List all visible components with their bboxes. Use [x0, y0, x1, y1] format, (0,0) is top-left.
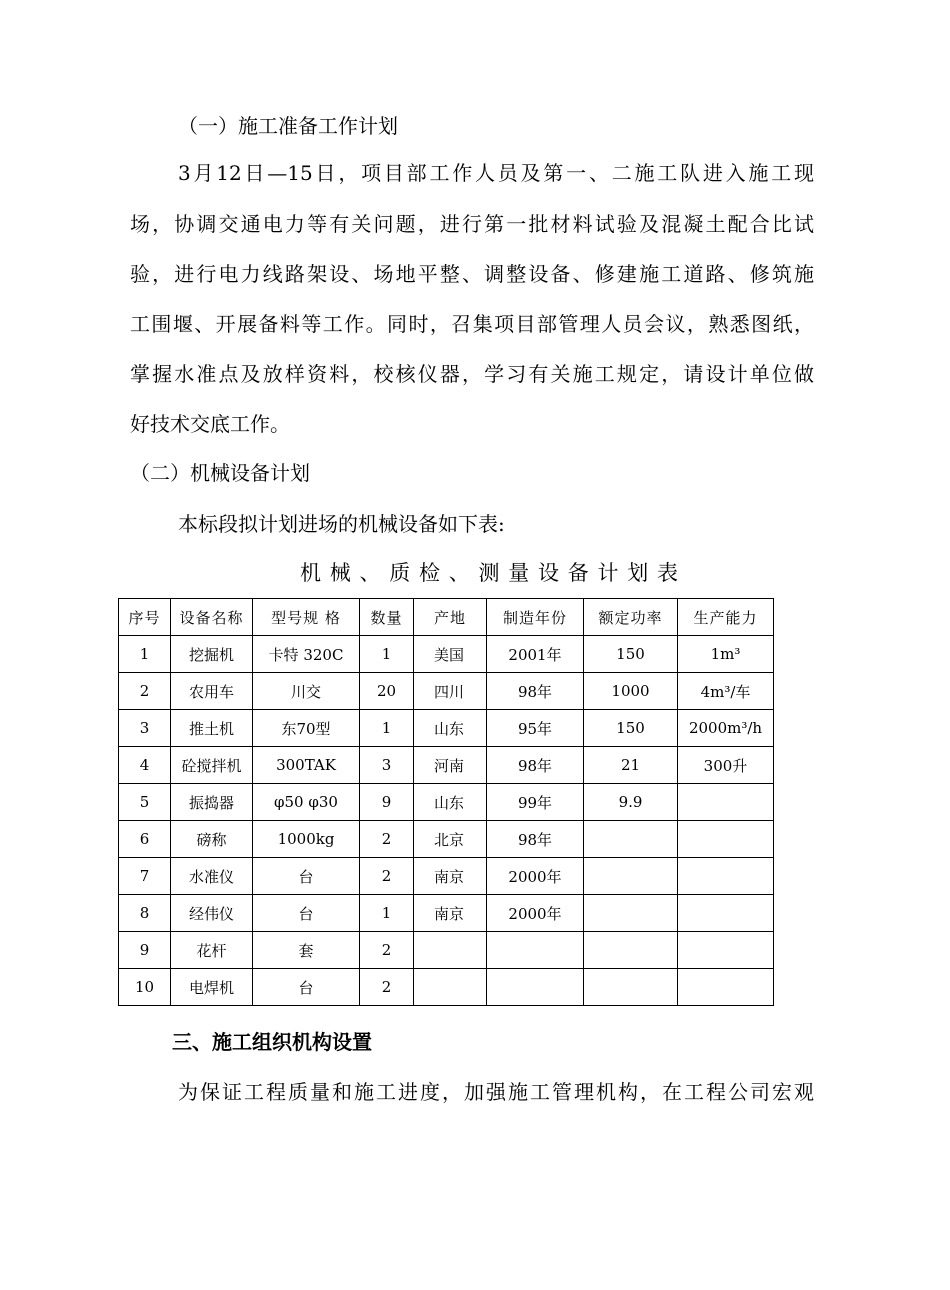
header-origin: 产地	[414, 599, 487, 636]
cell-origin: 美国	[414, 636, 487, 673]
cell-power: 1000	[584, 673, 678, 710]
paragraph-line: 场，协调交通电力等有关问题，进行第一批材料试验及混凝土配合比试	[130, 212, 814, 236]
table-header-row	[119, 599, 774, 636]
cell-power: 150	[584, 636, 678, 673]
cell-origin: 山东	[414, 710, 487, 747]
cell-quantity: 20	[360, 673, 414, 710]
cell-name: 水准仪	[171, 858, 253, 895]
cell-origin	[414, 932, 487, 969]
cell-index: 4	[119, 747, 171, 784]
cell-quantity: 2	[360, 858, 414, 895]
cell-index: 9	[119, 932, 171, 969]
cell-model: 套	[253, 932, 360, 969]
cell-year: 2000年	[487, 895, 584, 932]
cell-index: 5	[119, 784, 171, 821]
cell-capacity	[678, 821, 774, 858]
paragraph-line: 掌握水准点及放样资料，校核仪器，学习有关施工规定，请设计单位做	[130, 362, 814, 386]
header-year: 制造年份	[487, 599, 584, 636]
cell-capacity	[678, 895, 774, 932]
cell-index: 2	[119, 673, 171, 710]
cell-origin: 北京	[414, 821, 487, 858]
cell-name: 经伟仪	[171, 895, 253, 932]
cell-capacity	[678, 932, 774, 969]
header-power: 额定功率	[584, 599, 678, 636]
cell-model: 1000kg	[253, 821, 360, 858]
header-index: 序号	[119, 599, 171, 636]
cell-index: 3	[119, 710, 171, 747]
cell-index: 7	[119, 858, 171, 895]
cell-model: 东70型	[253, 710, 360, 747]
header-model: 型号规 格	[253, 599, 360, 636]
cell-index: 1	[119, 636, 171, 673]
cell-power: 150	[584, 710, 678, 747]
section-heading-preparation: （一）施工准备工作计划	[178, 114, 398, 138]
cell-model: 川交	[253, 673, 360, 710]
cell-name: 花杆	[171, 932, 253, 969]
section-heading-equipment: （二）机械设备计划	[130, 461, 310, 485]
cell-year: 95年	[487, 710, 584, 747]
cell-capacity	[678, 784, 774, 821]
cell-quantity: 2	[360, 932, 414, 969]
cell-power: 9.9	[584, 784, 678, 821]
cell-capacity: 4m³/车	[678, 673, 774, 710]
paragraph-line: 验，进行电力线路架设、场地平整、调整设备、修建施工道路、修筑施	[130, 262, 814, 286]
header-quantity: 数量	[360, 599, 414, 636]
paragraph-line: 3月12日—15日，项目部工作人员及第一、二施工队进入施工现	[178, 161, 814, 185]
table-row	[119, 969, 774, 1006]
cell-capacity: 1m³	[678, 636, 774, 673]
table-row	[119, 673, 774, 710]
cell-year: 98年	[487, 673, 584, 710]
cell-origin: 四川	[414, 673, 487, 710]
paragraph-line: 好技术交底工作。	[130, 412, 290, 436]
cell-quantity: 3	[360, 747, 414, 784]
equipment-table	[118, 598, 774, 1006]
cell-power	[584, 821, 678, 858]
table-row	[119, 747, 774, 784]
cell-capacity	[678, 858, 774, 895]
cell-power	[584, 858, 678, 895]
cell-year	[487, 932, 584, 969]
cell-power	[584, 932, 678, 969]
cell-capacity: 300升	[678, 747, 774, 784]
equipment-table-title: 机械、质检、测量设备计划表	[300, 561, 678, 585]
cell-quantity: 2	[360, 969, 414, 1006]
cell-quantity: 1	[360, 636, 414, 673]
cell-name: 振捣器	[171, 784, 253, 821]
cell-power	[584, 895, 678, 932]
cell-year: 2000年	[487, 858, 584, 895]
cell-origin	[414, 969, 487, 1006]
cell-year: 99年	[487, 784, 584, 821]
cell-year: 98年	[487, 821, 584, 858]
cell-power: 21	[584, 747, 678, 784]
table-row	[119, 895, 774, 932]
cell-model: 卡特 320C	[253, 636, 360, 673]
cell-year: 98年	[487, 747, 584, 784]
cell-index: 8	[119, 895, 171, 932]
header-name: 设备名称	[171, 599, 253, 636]
cell-quantity: 1	[360, 895, 414, 932]
cell-model: 台	[253, 969, 360, 1006]
cell-origin: 南京	[414, 895, 487, 932]
cell-origin: 山东	[414, 784, 487, 821]
table-row	[119, 858, 774, 895]
cell-capacity: 2000m³/h	[678, 710, 774, 747]
table-row	[119, 636, 774, 673]
cell-name: 推土机	[171, 710, 253, 747]
cell-model: 台	[253, 895, 360, 932]
paragraph-line: 为保证工程质量和施工进度，加强施工管理机构，在工程公司宏观	[178, 1080, 814, 1104]
cell-name: 挖掘机	[171, 636, 253, 673]
cell-model: 300TAK	[253, 747, 360, 784]
cell-origin: 南京	[414, 858, 487, 895]
cell-name: 磅称	[171, 821, 253, 858]
cell-quantity: 2	[360, 821, 414, 858]
cell-name: 电焊机	[171, 969, 253, 1006]
table-row	[119, 932, 774, 969]
cell-quantity: 9	[360, 784, 414, 821]
cell-power	[584, 969, 678, 1006]
cell-name: 砼搅拌机	[171, 747, 253, 784]
cell-origin: 河南	[414, 747, 487, 784]
equipment-intro-text: 本标段拟计划进场的机械设备如下表:	[178, 512, 505, 536]
table-row	[119, 821, 774, 858]
cell-quantity: 1	[360, 710, 414, 747]
cell-index: 10	[119, 969, 171, 1006]
cell-model: 台	[253, 858, 360, 895]
cell-year: 2001年	[487, 636, 584, 673]
cell-index: 6	[119, 821, 171, 858]
section-heading-organization: 三、施工组织机构设置	[172, 1030, 372, 1054]
cell-year	[487, 969, 584, 1006]
table-row	[119, 784, 774, 821]
cell-capacity	[678, 969, 774, 1006]
cell-name: 农用车	[171, 673, 253, 710]
header-capacity: 生产能力	[678, 599, 774, 636]
cell-model: φ50 φ30	[253, 784, 360, 821]
table-row	[119, 710, 774, 747]
paragraph-line: 工围堰、开展备料等工作。同时，召集项目部管理人员会议，熟悉图纸，	[130, 312, 814, 336]
